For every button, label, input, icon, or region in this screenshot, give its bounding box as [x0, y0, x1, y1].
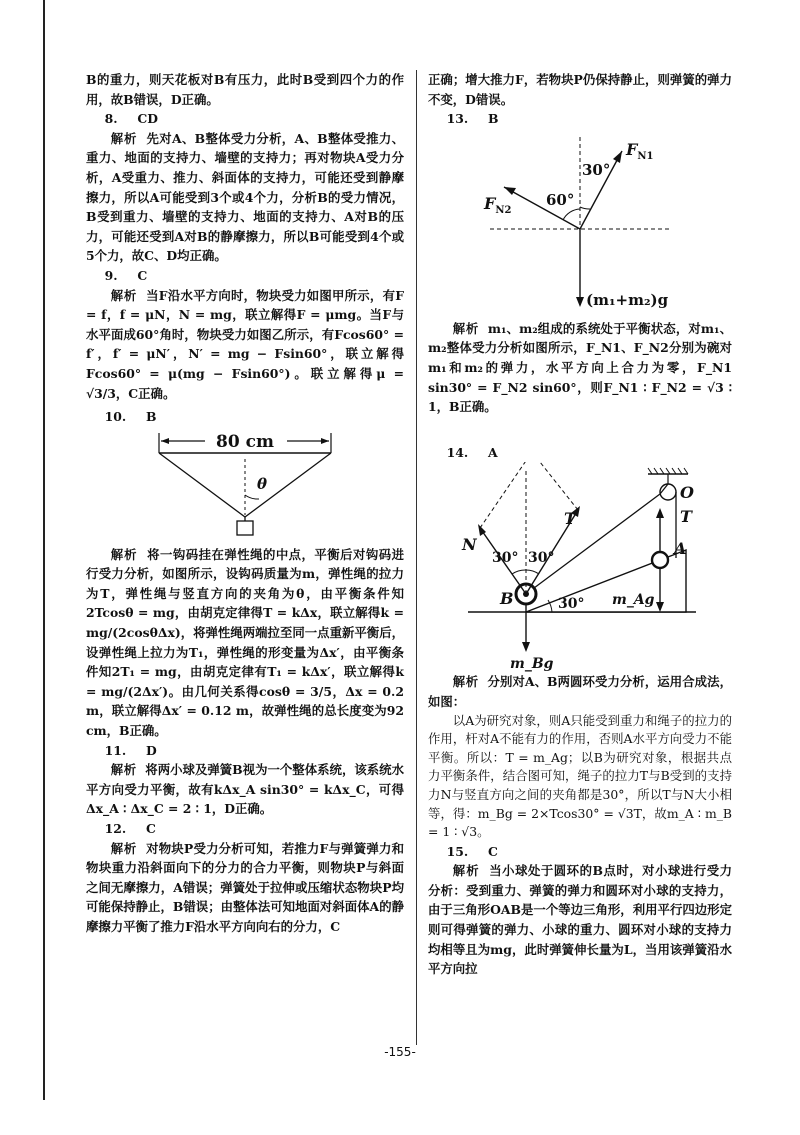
q8-header [86, 109, 404, 129]
q12-text: 对物块P受力分析可知，若推力F与弹簧弹力和物块重力沿斜面向下的分力的合力平衡，则物块P与斜面之间无摩擦力，A错误；弹簧处于拉伸或压缩状态物块P均可能保持静止，B错误；由整体法可知地面对斜面体A的静摩擦力平衡了推力F沿水平方向向右的分力，C [86, 840, 404, 934]
q13-answer: B [487, 111, 499, 127]
q15-header [428, 842, 732, 862]
fig13-fn1-head [613, 151, 622, 163]
q15-solution [428, 861, 732, 979]
fig14-T-head-A [656, 508, 664, 518]
fig14-ceiling-hatch [648, 468, 688, 474]
fig14-angle-right: 30° [528, 550, 555, 567]
q11-answer: D [145, 742, 157, 758]
fig14-T-label-A: T [680, 507, 692, 527]
fig13-fn2-sub: N2 [495, 204, 512, 216]
q9-num: 9. [104, 267, 118, 283]
q9-solution [86, 286, 404, 404]
q12-solution [86, 839, 404, 937]
right-intro: 正确；增大推力F，若物块P仍保持静止，则弹簧的弹力不变，D错误。 [428, 72, 732, 107]
q11-text: 将两小球及弹簧B视为一个整体系统，该系统水平方向受力平衡，故有kΔx_A sin30° = kΔx_C，可得Δx_A ∶ Δx_C = 2 ∶ 1，D正确。 [86, 762, 404, 817]
q14-text-a: 分别对A、B两圆环受力分析，运用合成法，如图： [428, 674, 733, 709]
fig14-T-label-B: T [564, 509, 576, 529]
q11-solution [86, 760, 404, 819]
q15-num: 15. [446, 843, 469, 859]
q10-solution [86, 545, 404, 741]
figure-14 [460, 462, 700, 672]
q9-answer: C [137, 267, 148, 283]
fig13-fn2-f: F [484, 193, 496, 213]
fig10-arrow-left [161, 438, 169, 444]
figure-10 [145, 427, 345, 545]
fig10-theta: θ [257, 474, 268, 493]
q11-num: 11. [104, 742, 127, 758]
q9-label: 解析 [110, 287, 138, 303]
q10-num: 10. [104, 409, 127, 425]
q15-answer: C [487, 843, 498, 859]
fig13-fn2 [483, 194, 512, 216]
q9-header [86, 266, 404, 286]
column-divider [416, 70, 417, 1045]
fig14-A-label: A [674, 539, 687, 559]
q14-label: 解析 [452, 674, 479, 690]
fig14-angle-left: 30° [492, 550, 519, 567]
fig14-para-2 [532, 462, 578, 510]
q10-label: 解析 [110, 546, 138, 562]
fig13-angle30: 30° [582, 160, 611, 179]
left-column [86, 70, 404, 937]
q13-label: 解析 [452, 320, 479, 336]
fig14-N-label: N [462, 535, 477, 555]
q14-num: 14. [446, 444, 469, 460]
q13-solution [428, 319, 732, 417]
q14-solution [428, 672, 732, 711]
q8-text: 先对A、B整体受力分析，A、B整体受推力、重力、地面的支持力、墙壁的支持力；再对物块A受力分析，A受重力、推力、斜面体的支持力，可能还受到静摩擦力，所以A可能受到3个或4个力，分析B的受力情况，B受到重力、墙壁的支持力、地面的支持力、A对B的压力，可能还受到A对B的静摩擦力，所以B可能受到4个或5个力，故C、D均正确。 [86, 130, 404, 264]
fig13-fn1 [625, 140, 653, 162]
q15-label: 解析 [452, 863, 480, 879]
fig14-mbg-label: m_Bg [510, 656, 554, 673]
fig14-arc-right [526, 570, 539, 574]
q10-answer: B [145, 409, 157, 425]
q11-label: 解析 [110, 762, 137, 778]
fig13-fn2-head [504, 187, 516, 195]
q14-header [428, 443, 732, 463]
left-intro: B的重力，则天花板对B有压力，此时B受到四个力的作用，故B错误，D正确。 [86, 72, 404, 107]
q8-label: 解析 [110, 130, 138, 146]
fig13-weight: (m₁+m₂)g [586, 290, 669, 309]
q8-num: 8. [104, 111, 118, 127]
figure-13 [470, 129, 690, 319]
page-number: -155- [384, 1045, 416, 1059]
fig14-O: O [680, 483, 694, 503]
q8-answer: CD [137, 111, 158, 127]
q8-solution [86, 129, 404, 266]
fig14-para-1 [480, 462, 532, 528]
fig14-arc-left [512, 570, 526, 574]
fig13-angle60: 60° [546, 190, 575, 209]
fig13-fn1-f: F [626, 139, 638, 159]
fig10-arrow-right [321, 438, 329, 444]
fig10-angle-arc [245, 495, 259, 499]
q15-text: 当小球处于圆环的B点时，对小球进行受力分析：受到重力、弹簧的弹力和圆环对小球的支持力，由于三角形OAB是一个等边三角形，利用平行四边形定则可得弹簧的弹力、小球的重力、圆环对小球的支持力均相等且为mg，此时弹簧伸长量为L，当用该弹簧沿水平方向拉 [428, 863, 732, 977]
q13-text: m₁、m₂组成的系统处于平衡状态，对m₁、m₂整体受力分析如图所示，F_N1、F_N2分别为碗对m₁和m₂的弹力，水平方向上合力为零，F_N1 sin30° = F_N2 sin60°，则F_N1 ∶ F_N2 = √3 ∶ 1，B正确。 [428, 320, 733, 415]
fig10-rope-left [159, 453, 245, 517]
fig13-arc30 [580, 207, 590, 209]
fig13-fn1-sub: N1 [637, 150, 654, 162]
q13-header [428, 109, 732, 129]
fig13-weight-head [576, 297, 584, 307]
fig14-ring-A [652, 552, 668, 568]
q14-text-b: 以A为研究对象，则A只能受到重力和绳子的拉力的作用，杆对A不能有力的作用，否则A水平方向受力不能平衡。所以：T = m_Ag；以B为研究对象，根据共点力平衡条件，结合图可知，绳子的拉力T与B受到的支持力N与竖直方向之间的夹角都是30°，所以T与N大小相等，得：m_Bg = 2×Tcos30° = √3T，故m_A ∶ m_B = 1 ∶ √3。 [428, 712, 732, 840]
q13-num: 13. [446, 111, 469, 127]
q12-label: 解析 [110, 840, 138, 856]
q12-num: 12. [104, 821, 127, 836]
fig14-mbg-head [522, 642, 530, 652]
fig14-mag-label: m_Ag [612, 592, 655, 609]
fig13-arc60 [563, 209, 580, 220]
left-margin-rule [43, 0, 45, 1100]
q10-text: 将一钩码挂在弹性绳的中点，平衡后对钩码进行受力分析，如图所示，设钩码质量为m，弹性绳的拉力为T，弹性绳与竖直方向的夹角为θ，由平衡条件知2Tcosθ = mg，由胡克定律得T = kΔx，联立解得k = mg/(2cosθΔx)，将弹性绳两端拉至同一点重新平衡后，设弹性绳上拉力为T₁，弹性绳的形变量为Δx′，由平衡条件知2T₁ = mg，由胡克定律有T₁ = kΔx′，联立解得k = mg/(2Δx′)。由几何关系得cosθ = 3/5，Δx = 0.2 m，联立解得Δx′ = 0.12 m，故弹性绳的总长度变为92 cm，B正确。 [86, 546, 405, 739]
right-column [428, 70, 732, 979]
q14-answer: A [487, 444, 498, 460]
fig10-width-label: 80 cm [216, 431, 274, 452]
q12-answer: C [145, 821, 156, 836]
fig14-angle-bottom: 30° [558, 596, 585, 613]
fig10-weight [237, 521, 253, 535]
q11-header [86, 741, 404, 761]
q9-text: 当F沿水平方向时，物块受力如图甲所示，有F = f，f = μN，N = mg，联立解得F = μmg。当F与水平面成60°角时，物块受力如图乙所示，有Fcos60° = f′，f′ = μN′，N′ = mg − Fsin60°，联立解得Fcos60° = μ(mg − Fsin60°)。联立解得μ = √3/3，C正确。 [86, 287, 404, 401]
q10-header [86, 407, 404, 427]
q12-header [86, 819, 404, 839]
fig14-B-label: B [500, 589, 514, 609]
